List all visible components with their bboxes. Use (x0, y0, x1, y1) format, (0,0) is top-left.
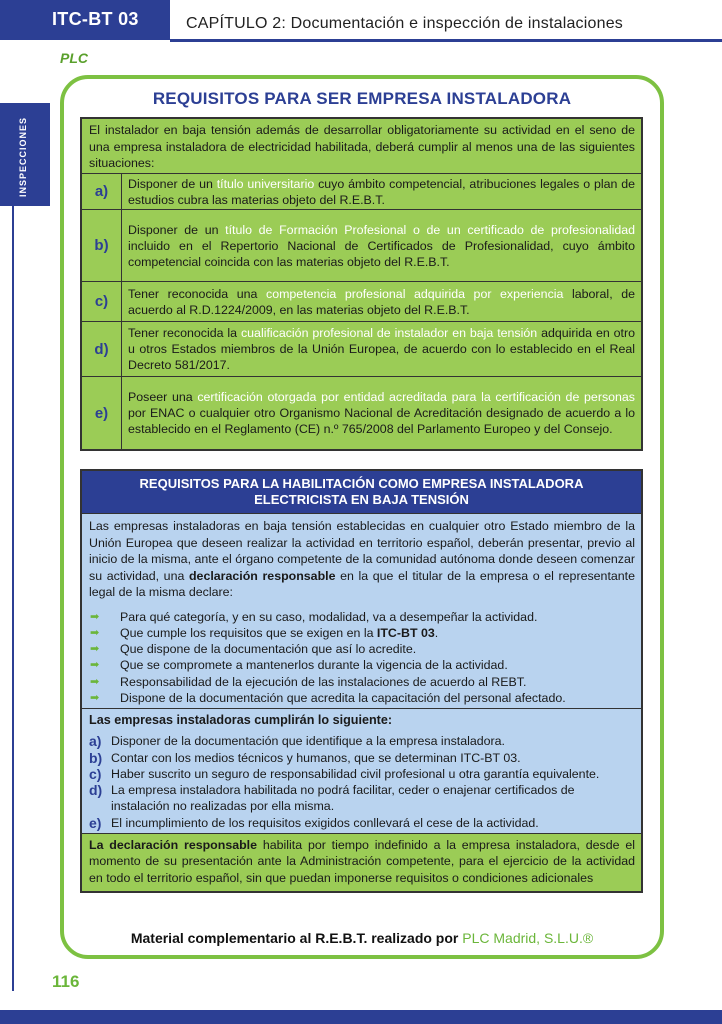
brand-name: PLC Madrid, S.L.U.® (462, 930, 594, 946)
header-rule (170, 39, 722, 42)
bold-term: La declaración responsable (89, 838, 257, 853)
highlight-text: cualificación profesional de instalador en baja tensión (240, 326, 538, 340)
habilitacion-title: REQUISITOS PARA LA HABILITACIÓN COMO EMPRESA INSTALADORA ELECTRICISTA EN BAJA TENSIÓN (82, 471, 641, 513)
requirement-letter: a) (82, 174, 122, 209)
highlight-text: certificación otorgada por entidad acreditada para la certificación de personas (197, 390, 636, 404)
side-section-label: INSPECCIONES (18, 116, 28, 197)
highlight-text: título de Formación Profesional o de un certificado de profesionalidad (225, 222, 635, 237)
chapter-title: CAPÍTULO 2: Documentación e inspección de instalaciones (186, 15, 623, 32)
declaration-paragraph: Las empresas instaladoras en baja tensión establecidas en cualquier otro Estado miembro de la Unión Europea que deseen realizar la actividad en territorio español, deberán presentar, previo al inicio de la misma, ante el órgano competente de la comunidad autónoma donde deseen comenzar su actividad, una declaración responsable en la que el titular de la empresa o el representante legal de la misma declare: (89, 519, 636, 599)
logo-text: PLC (60, 50, 88, 66)
list-item: b) Contar con los medios técnicos y humanos, que se determinan ITC-BT 03. (89, 749, 521, 766)
final-note: La declaración responsable habilita por tiempo indefinido a la empresa instaladora, desde el momento de su presentación ante la Administración competente, para el ejercicio de la actividad en todo el territorio español, sin que puedan imponerse requisitos o condiciones adicionales (82, 833, 641, 891)
requirements-table (80, 117, 643, 451)
credit-line: Material complementario al R.E.B.T. realizado por PLC Madrid, S.L.U.® (130, 930, 594, 946)
requirement-text: Poseer una certificación otorgada por entidad acreditada para la certificación de personas por ENAC o cualquier otro Organismo Nacional de Acreditación designado de acuerdo a lo establecido en el Reglamento (CE) n.º 765/2008 del Parlamento Europeo y del Consejo. (128, 390, 636, 436)
requirement-letter: b) (82, 210, 122, 281)
arrow-icon: ➡ (90, 691, 100, 704)
document-code: ITC-BT 03 (52, 9, 139, 29)
obligations-section (82, 708, 641, 833)
plc-logo (60, 50, 108, 68)
list-item: a) Disponer de la documentación que identifique a la empresa instaladora. (89, 733, 505, 750)
requirement-letter: d) (82, 322, 122, 376)
bold-term: declaración responsable (188, 568, 336, 583)
list-item: ➡ Que cumple los requisitos que se exigen en la ITC-BT 03. (90, 625, 439, 640)
requirement-row (82, 282, 641, 322)
list-item: e) El incumplimiento de los requisitos exigidos conllevará el cese de la actividad. (89, 814, 539, 831)
arrow-icon: ➡ (90, 675, 100, 688)
list-item: ➡ Responsabilidad de la ejecución de las instalaciones de acuerdo al REBT. (90, 674, 527, 689)
list-item: ➡ Que se compromete a mantenerlos durante la vigencia de la actividad. (90, 658, 508, 673)
side-rule (12, 206, 14, 991)
habilitacion-box (80, 469, 643, 893)
page-number: 116 (52, 972, 80, 991)
arrow-icon: ➡ (90, 643, 100, 656)
declaration-list (82, 601, 641, 709)
highlight-text: competencia profesional adquirida por experiencia (266, 286, 564, 301)
requirements-intro: El instalador en baja tensión además de desarrollar obligatoriamente su actividad en el seno de una empresa instaladora de electricidad habilitada, deberá cumplir al menos una de las siguientes situaciones: (82, 119, 641, 174)
obligations-subtitle: Las empresas instaladoras cumplirán lo siguiente: (89, 713, 393, 728)
requirement-letter: c) (82, 282, 122, 321)
requirement-text: Tener reconocida una competencia profesional adquirida por experiencia laboral, de acuerdo al R.D.1224/2009, en las materias objeto del R.E.B.T. (128, 286, 635, 317)
requirement-text: Tener reconocida la cualificación profesional de instalador en baja tensión adquirida en otro u otros Estados miembros de la Unión Europea, de acuerdo con lo establecido en el Real Decreto 581/2017. (128, 326, 635, 372)
declaration-section (82, 513, 641, 708)
requirement-row (82, 322, 641, 377)
highlight-text: título universitario (216, 176, 315, 191)
side-section-tab (0, 103, 50, 206)
requirement-row (82, 174, 641, 210)
arrow-icon: ➡ (90, 626, 100, 639)
footer-bar (0, 1010, 722, 1024)
requirement-row (82, 377, 641, 449)
list-item: ➡ Que dispone de la documentación que así lo acredite. (90, 642, 417, 657)
page-title: REQUISITOS PARA SER EMPRESA INSTALADORA (152, 89, 572, 108)
arrow-icon: ➡ (90, 659, 100, 672)
list-item: c) Haber suscrito un seguro de responsabilidad civil profesional u otra garantía equivalente. (89, 765, 600, 782)
obligations-list (82, 729, 641, 833)
requirement-letter: e) (82, 377, 122, 449)
arrow-icon: ➡ (90, 610, 100, 623)
requirement-row (82, 210, 641, 282)
requirement-text: Disponer de un título de Formación Profesional o de un certificado de profesionalidad incluido en el Repertorio Nacional de Certificados de Profesionalidad, cuyo ámbito competencial coincida con las materias objeto del R.E.B.T. (128, 222, 635, 269)
list-item: ➡ Para qué categoría, y en su caso, modalidad, va a desempeñar la actividad. (90, 609, 538, 624)
list-item: ➡ Dispone de la documentación que acredita la capacitación del personal afectado. (90, 690, 566, 705)
requirement-text: Disponer de un título universitario cuyo ámbito competencial, atribuciones legales o plan de estudios cubra las materias objeto del R.E.B.T. (128, 176, 635, 207)
list-item: d) La empresa instaladora habilitada no podrá facilitar, ceder o enajenar certificados de instalación no realizadas por ella misma. (89, 782, 575, 814)
